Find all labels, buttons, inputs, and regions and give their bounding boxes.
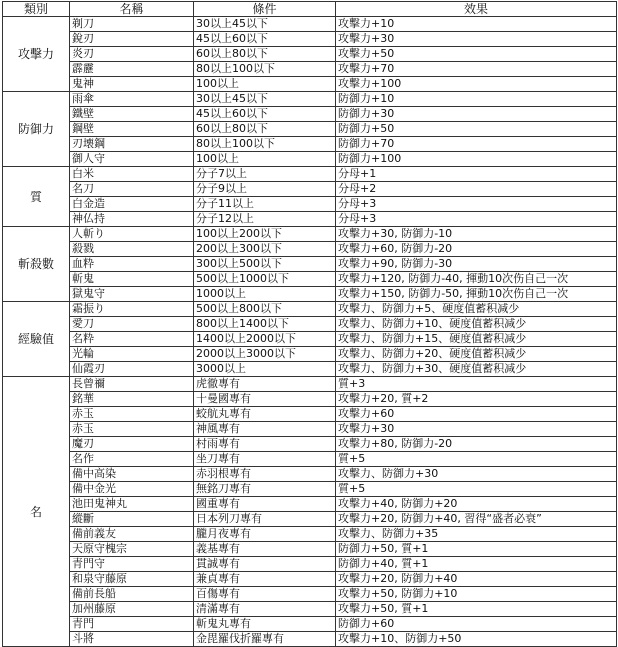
table-row: [3, 317, 617, 332]
effect-cell: 防御力+30: [336, 107, 617, 122]
name-cell: 殺戮: [70, 242, 194, 257]
table-row: [3, 527, 617, 542]
effect-cell: 攻擊力+10、防御力+50: [336, 632, 617, 647]
name-cell: 雨傘: [70, 92, 194, 107]
table-row: [3, 572, 617, 587]
name-cell: 獄鬼守: [70, 287, 194, 302]
category-cell: 名: [3, 377, 70, 647]
effect-cell: 防御力+40, 質+1: [336, 557, 617, 572]
condition-cell: 60以上80以下: [194, 122, 336, 137]
effect-cell: 攻擊力+20, 防御力+40: [336, 572, 617, 587]
table-row: [3, 452, 617, 467]
condition-cell: 1400以上2000以下: [194, 332, 336, 347]
condition-cell: 分子12以上: [194, 212, 336, 227]
condition-cell: 國重專有: [194, 497, 336, 512]
condition-cell: 蛟航丸專有: [194, 407, 336, 422]
name-cell: 加州藤原: [70, 602, 194, 617]
table-row: [3, 182, 617, 197]
condition-cell: 村雨專有: [194, 437, 336, 452]
name-cell: 鬼神: [70, 77, 194, 92]
name-cell: 白米: [70, 167, 194, 182]
name-cell: 備中金光: [70, 482, 194, 497]
category-cell: 質: [3, 167, 70, 227]
table-row: [3, 437, 617, 452]
header-category: 類別: [3, 2, 70, 17]
effect-cell: 防御力+100: [336, 152, 617, 167]
condition-cell: 300以上500以下: [194, 257, 336, 272]
name-cell: 青門守: [70, 557, 194, 572]
effect-cell: 攻擊力+60: [336, 407, 617, 422]
table-row: [3, 422, 617, 437]
effect-cell: 攻擊力、防御力+20、硬度值蓄积减少: [336, 347, 617, 362]
table-row: [3, 152, 617, 167]
effect-cell: 攻擊力、防御力+30、硬度值蓄积减少: [336, 362, 617, 377]
table-row: [3, 542, 617, 557]
effect-cell: 攻擊力+60, 防御力-20: [336, 242, 617, 257]
condition-cell: 3000以上: [194, 362, 336, 377]
table-row: [3, 377, 617, 392]
name-cell: 赤玉: [70, 422, 194, 437]
condition-cell: 100以上: [194, 152, 336, 167]
condition-cell: 分子11以上: [194, 197, 336, 212]
effect-cell: 攻擊力、防御力+5、硬度值蓄积减少: [336, 302, 617, 317]
name-cell: 斗將: [70, 632, 194, 647]
condition-cell: 百傷專有: [194, 587, 336, 602]
table-row: [3, 302, 617, 317]
condition-cell: 斬鬼丸專有: [194, 617, 336, 632]
condition-cell: 1000以上: [194, 287, 336, 302]
category-cell: 攻擊力: [3, 17, 70, 92]
table-row: [3, 122, 617, 137]
condition-cell: 80以上100以下: [194, 137, 336, 152]
condition-cell: 45以上60以下: [194, 32, 336, 47]
effect-cell: 攻擊力+70: [336, 62, 617, 77]
table-body: [3, 17, 617, 647]
effect-cell: 攻擊力+10: [336, 17, 617, 32]
condition-cell: 赤羽根專有: [194, 467, 336, 482]
name-cell: 鋼壁: [70, 122, 194, 137]
header-row: [3, 2, 617, 17]
effect-cell: 質+5: [336, 452, 617, 467]
effect-cell: 防御力+50, 質+1: [336, 542, 617, 557]
table-row: [3, 32, 617, 47]
name-cell: 愛刀: [70, 317, 194, 332]
condition-cell: 100以上: [194, 77, 336, 92]
condition-cell: 十曼國專有: [194, 392, 336, 407]
table-row: [3, 497, 617, 512]
condition-cell: 兼貞專有: [194, 572, 336, 587]
effect-cell: 分母+1: [336, 167, 617, 182]
condition-cell: 30以上45以下: [194, 92, 336, 107]
name-cell: 備前長船: [70, 587, 194, 602]
condition-cell: 金毘羅伐折羅專有: [194, 632, 336, 647]
table-row: [3, 107, 617, 122]
name-cell: 魔刃: [70, 437, 194, 452]
name-cell: 仙霞刃: [70, 362, 194, 377]
name-cell: 霹靂: [70, 62, 194, 77]
condition-cell: 無銘刀專有: [194, 482, 336, 497]
effect-cell: 分母+2: [336, 182, 617, 197]
name-cell: 名刀: [70, 182, 194, 197]
effects-table: [2, 1, 617, 647]
name-cell: 血粋: [70, 257, 194, 272]
table-row: [3, 257, 617, 272]
category-cell: 經驗值: [3, 302, 70, 377]
effect-cell: 分母+3: [336, 197, 617, 212]
name-cell: 銘華: [70, 392, 194, 407]
name-cell: 池田鬼神丸: [70, 497, 194, 512]
name-cell: 光輪: [70, 347, 194, 362]
name-cell: 青門: [70, 617, 194, 632]
effect-cell: 攻擊力+30, 防御力-10: [336, 227, 617, 242]
table-row: [3, 197, 617, 212]
table-row: [3, 92, 617, 107]
name-cell: 備前義友: [70, 527, 194, 542]
effect-cell: 攻擊力、防御力+30: [336, 467, 617, 482]
effect-cell: 攻擊力+80, 防御力-20: [336, 437, 617, 452]
effect-cell: 攻擊力、防御力+15、硬度值蓄积减少: [336, 332, 617, 347]
condition-cell: 虎徹專有: [194, 377, 336, 392]
name-cell: 備中高染: [70, 467, 194, 482]
table-row: [3, 392, 617, 407]
condition-cell: 30以上45以下: [194, 17, 336, 32]
name-cell: 銳刃: [70, 32, 194, 47]
name-cell: 長曾禰: [70, 377, 194, 392]
effect-cell: 攻擊力+20, 防御力+40, 習得“盛者必衰”: [336, 512, 617, 527]
effect-cell: 攻擊力+150, 防御力-50, 揮動10次伤自己一次: [336, 287, 617, 302]
condition-cell: 2000以上3000以下: [194, 347, 336, 362]
effect-cell: 質+3: [336, 377, 617, 392]
table-row: [3, 482, 617, 497]
effect-cell: 攻擊力+50, 質+1: [336, 602, 617, 617]
condition-cell: 貫誠專有: [194, 557, 336, 572]
name-cell: 赤玉: [70, 407, 194, 422]
effect-cell: 分母+3: [336, 212, 617, 227]
table-row: [3, 272, 617, 287]
table-row: [3, 287, 617, 302]
effect-cell: 攻擊力+40, 防御力+20: [336, 497, 617, 512]
effect-cell: 攻擊力、防御力+35: [336, 527, 617, 542]
table-row: [3, 212, 617, 227]
table-row: [3, 62, 617, 77]
effect-cell: 攻擊力、防御力+10、硬度值蓄积减少: [336, 317, 617, 332]
condition-cell: 500以上1000以下: [194, 272, 336, 287]
table-row: [3, 557, 617, 572]
table-row: [3, 242, 617, 257]
category-cell: 防御力: [3, 92, 70, 167]
effect-cell: 攻擊力+100: [336, 77, 617, 92]
condition-cell: 80以上100以下: [194, 62, 336, 77]
header-effect: 效果: [336, 2, 617, 17]
effect-cell: 質+5: [336, 482, 617, 497]
effect-cell: 防御力+10: [336, 92, 617, 107]
condition-cell: 500以上800以下: [194, 302, 336, 317]
effect-cell: 攻擊力+30: [336, 32, 617, 47]
category-cell: 斬殺數: [3, 227, 70, 302]
table-row: [3, 362, 617, 377]
name-cell: 神仏持: [70, 212, 194, 227]
table-row: [3, 47, 617, 62]
table-row: [3, 137, 617, 152]
name-cell: 名作: [70, 452, 194, 467]
table-row: [3, 512, 617, 527]
table-row: [3, 77, 617, 92]
name-cell: 鐵壁: [70, 107, 194, 122]
condition-cell: 100以上200以下: [194, 227, 336, 242]
name-cell: 和泉守藤原: [70, 572, 194, 587]
condition-cell: 分子7以上: [194, 167, 336, 182]
name-cell: 炎刃: [70, 47, 194, 62]
name-cell: 斬鬼: [70, 272, 194, 287]
condition-cell: 45以上60以下: [194, 107, 336, 122]
name-cell: 名粋: [70, 332, 194, 347]
condition-cell: 清滿專有: [194, 602, 336, 617]
name-cell: 天原守槐宗: [70, 542, 194, 557]
effect-cell: 攻擊力+90, 防御力-30: [336, 257, 617, 272]
table-row: [3, 17, 617, 32]
effect-cell: 攻擊力+50, 防御力+10: [336, 587, 617, 602]
name-cell: 縱斷: [70, 512, 194, 527]
condition-cell: 日本列刀專有: [194, 512, 336, 527]
table-row: [3, 407, 617, 422]
effect-cell: 攻擊力+120, 防御力-40, 揮動10次伤自己一次: [336, 272, 617, 287]
table-row: [3, 467, 617, 482]
name-cell: 剃刀: [70, 17, 194, 32]
condition-cell: 800以上1400以下: [194, 317, 336, 332]
condition-cell: 分子9以上: [194, 182, 336, 197]
effect-cell: 攻擊力+20, 質+2: [336, 392, 617, 407]
effect-cell: 防御力+70: [336, 137, 617, 152]
condition-cell: 義基專有: [194, 542, 336, 557]
table-row: [3, 347, 617, 362]
table-row: [3, 587, 617, 602]
effect-cell: 攻擊力+50: [336, 47, 617, 62]
effect-cell: 攻擊力+30: [336, 422, 617, 437]
table-row: [3, 227, 617, 242]
effect-cell: 防御力+60: [336, 617, 617, 632]
condition-cell: 60以上80以下: [194, 47, 336, 62]
condition-cell: 坐刀專有: [194, 452, 336, 467]
header-condition: 條件: [194, 2, 336, 17]
name-cell: 御人守: [70, 152, 194, 167]
name-cell: 人斬り: [70, 227, 194, 242]
effect-cell: 防御力+50: [336, 122, 617, 137]
table-row: [3, 167, 617, 182]
header-name: 名稱: [70, 2, 194, 17]
name-cell: 白金造: [70, 197, 194, 212]
table-row: [3, 332, 617, 347]
condition-cell: 朧月夜專有: [194, 527, 336, 542]
table-row: [3, 617, 617, 632]
name-cell: 霜振り: [70, 302, 194, 317]
condition-cell: 神風專有: [194, 422, 336, 437]
table-row: [3, 602, 617, 617]
name-cell: 刃壊鋼: [70, 137, 194, 152]
condition-cell: 200以上300以下: [194, 242, 336, 257]
